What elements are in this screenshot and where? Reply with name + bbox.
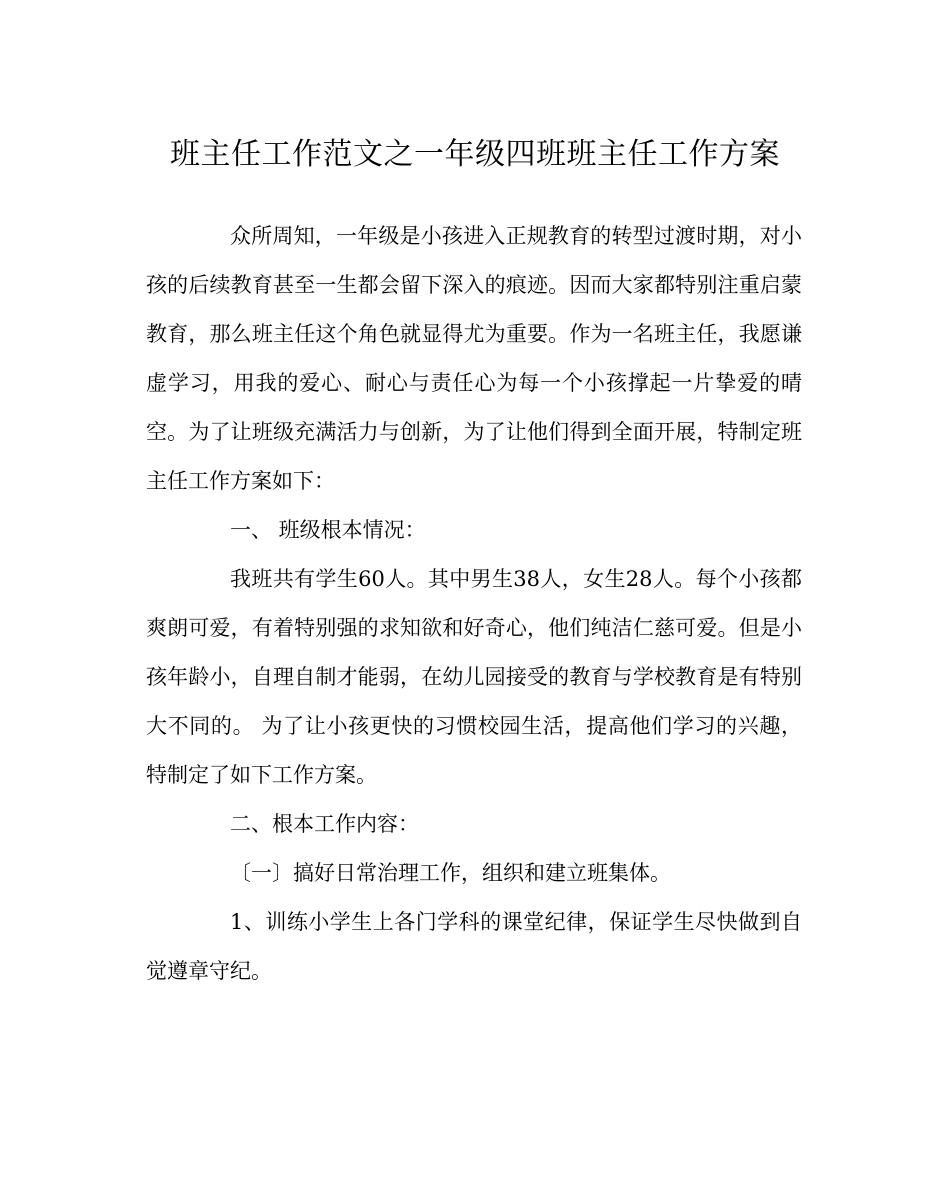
document-body <box>146 212 802 996</box>
section-heading-work-content: 二、根本工作内容： <box>230 812 419 836</box>
document-title: 班主任工作范文之一年级四班班主任工作方案 <box>170 137 780 172</box>
section-heading-class-situation: 一、 班级根本情况： <box>230 518 426 542</box>
class-situation-paragraph: 我班共有学生60人。其中男生38人，女生28人。每个小孩都爽朗可爱，有着特别强的求知欲和好奇心，他们纯洁仁慈可爱。但是小孩年龄小，自理自制才能弱，在幼儿园接受的教育与学校教育是有特别大不同的。 为了让小孩更快的习惯校园生活，提高他们学习的兴趣，特制定了如下工作方案。 <box>146 567 802 787</box>
intro-paragraph: 众所周知，一年级是小孩进入正规教育的转型过渡时期，对小孩的后续教育甚至一生都会留下深入的痕迹。因而大家都特别注重启蒙教育，那么班主任这个角色就显得尤为重要。作为一名班主任，我愿谦虚学习，用我的爱心、耐心与责任心为每一个小孩撑起一片挚爱的晴空。为了让班级充满活力与创新，为了让他们得到全面开展，特制定班主任工作方案如下： <box>146 224 802 493</box>
item-paragraph-1: 1、训练小学生上各门学科的课堂纪律，保证学生尽快做到自觉遵章守纪。 <box>146 910 802 983</box>
subsection-heading-daily-management: 〔一〕搞好日常治理工作，组织和建立班集体。 <box>230 861 671 885</box>
